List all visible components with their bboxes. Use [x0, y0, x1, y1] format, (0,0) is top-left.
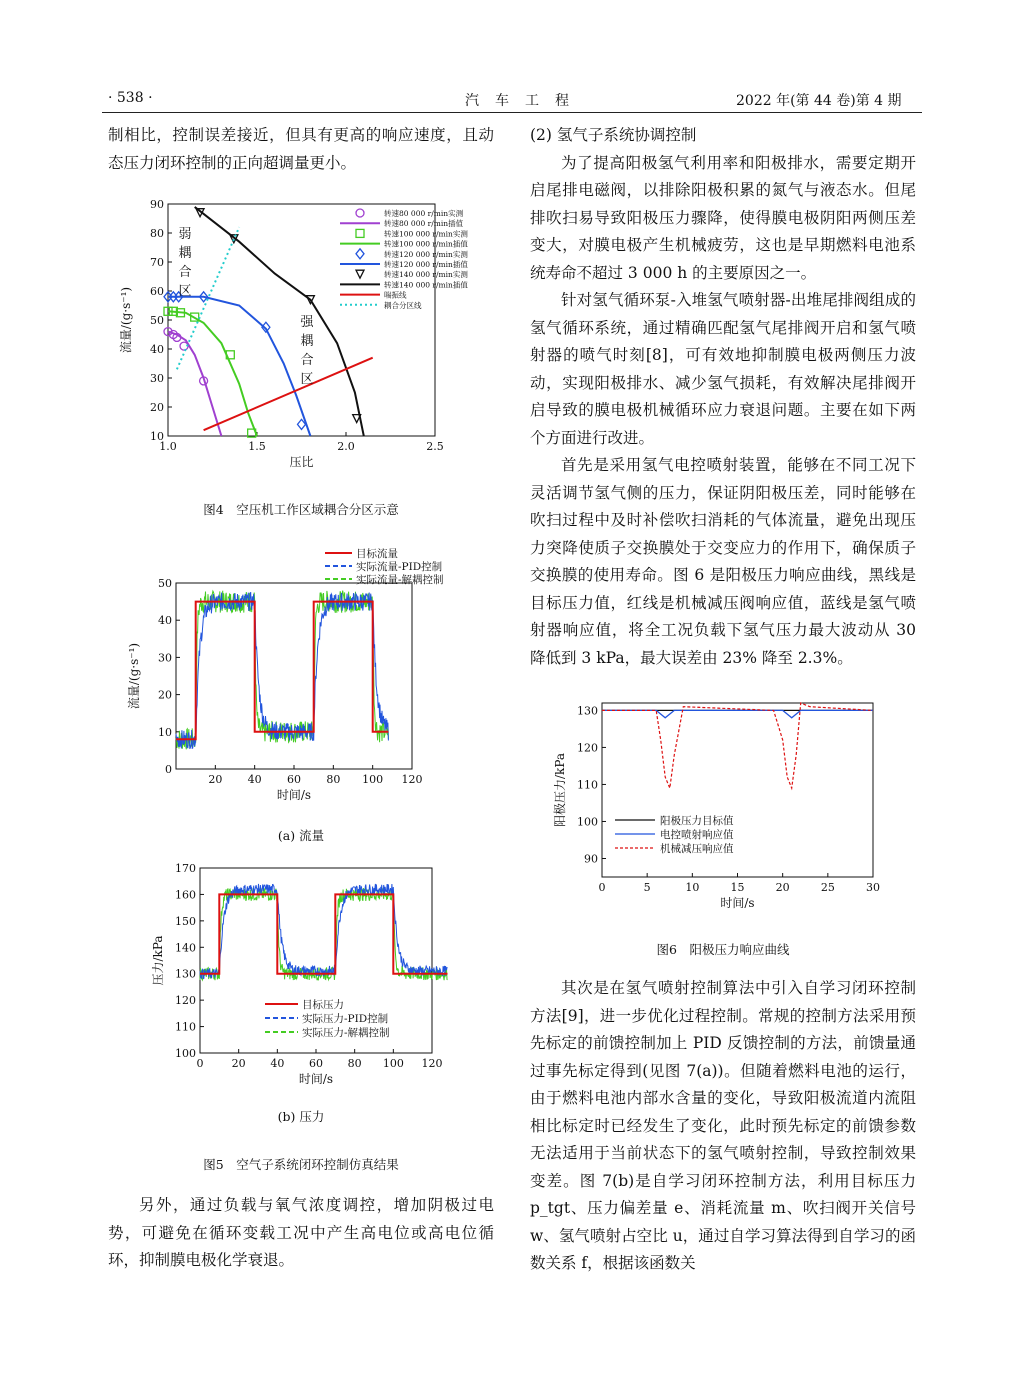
- y-tick-label: 90: [150, 198, 164, 211]
- x-tick-label: 5: [643, 881, 651, 894]
- region-label-weak: 弱: [178, 227, 192, 242]
- fig4-chart: [100, 190, 500, 480]
- y-tick-label: 50: [158, 577, 172, 590]
- y-tick-label: 120: [577, 741, 598, 755]
- y-tick-label: 60: [150, 285, 164, 298]
- paragraph: 针对氢气循环泵-入堆氢气喷射器-出堆尾排阀组成的氢气循环系统，通过精确匹配氢气尾排阀开启和氢气喷射器的喷气时刻[8]，可有效地抑制膜电极两侧压力波动，实现阳极排水、减少氢气损耗，有效解决尾排阀开启导致的膜电极机械循环应力衰退问题。主要在如下两个方面进行改进。: [530, 291, 916, 447]
- fig6-caption: 图6 阳极压力响应曲线: [656, 942, 790, 957]
- data-point: [356, 209, 364, 217]
- data-point: [356, 270, 364, 278]
- series-line: [168, 332, 221, 436]
- y-tick-label: 140: [175, 941, 196, 955]
- legend-label: 转速120 000 r/min实测: [384, 249, 468, 259]
- region-label-strong: 耦: [300, 334, 314, 349]
- y-tick-label: 110: [175, 1020, 196, 1034]
- region-label-strong: 合: [300, 353, 314, 368]
- y-tick-label: 130: [577, 704, 598, 718]
- series-line: [204, 358, 373, 431]
- x-tick-label: 15: [730, 881, 745, 894]
- fig5b-chart: [120, 858, 500, 1096]
- x-tick-label: 100: [362, 773, 384, 786]
- x-tick-label: 25: [820, 881, 835, 894]
- x-axis-label: 压比: [289, 455, 314, 469]
- legend-label: 转速80 000 r/min插值: [384, 219, 464, 229]
- legend-label: 电控喷射响应值: [660, 829, 734, 841]
- header-rule: [102, 112, 922, 113]
- y-tick-label: 90: [584, 852, 598, 866]
- left-top-paragraph: [108, 122, 494, 177]
- series-line: [200, 894, 448, 973]
- x-tick-label: 80: [347, 1057, 362, 1070]
- page-number: · 538 ·: [108, 90, 153, 106]
- x-tick-label: 20: [208, 773, 223, 786]
- x-tick-label: 40: [270, 1057, 285, 1070]
- right-lower-text: [530, 975, 916, 1278]
- x-tick-label: 80: [326, 773, 341, 786]
- fig5a-chart: [120, 543, 500, 815]
- legend-label: 实际压力-解耦控制: [302, 1027, 390, 1039]
- legend-label: 实际流量-解耦控制: [356, 574, 444, 586]
- x-axis-label: 时间/s: [298, 1072, 334, 1086]
- region-label-weak: 耦: [178, 246, 192, 261]
- right-upper-text: [530, 122, 916, 672]
- series-line: [168, 311, 257, 436]
- fig5a-subcaption: (a) 流量: [277, 828, 325, 843]
- paragraph: 为了提高阳极氢气利用率和阳极排水，需要定期开启尾排电磁阀，以排除阳极积累的氮气与液态水。但尾排吹扫易导致阳极压力骤降，使得膜电极阴阳两侧压差变大，对膜电极产生机械疲劳，这也是早期燃料电池系统寿命不超过 3 000 h 的主要原因之一。: [530, 153, 916, 282]
- y-tick-label: 0: [165, 763, 172, 776]
- legend-label: 转速140 000 r/min插值: [384, 280, 468, 290]
- y-tick-label: 110: [577, 778, 598, 792]
- fig6-chart: [555, 697, 895, 915]
- y-axis-label: 阳极压力/kPa: [553, 752, 567, 828]
- paragraph: 其次是在氢气喷射控制算法中引入自学习闭环控制方法[9]，进一步优化过程控制。常规的控制方法采用预先标定的前馈控制加上 PID 反馈控制的方法，前馈量通过事先标定得到(见图 7(a))。但随着燃料电池的运行，由于燃料电池内部水含量的变化，导致阳极流道内流阻相比标定时已经发生了变化，此时预先标定的前馈参数无法适用于当前状态下的氢气喷射控制，导致控制效果变差。图 7(b)是自学习闭环控制方法，利用目标压力 p_tgt、压力偏差量 e、消耗流量 m、吹扫阀开关信号 w、氢气喷射占空比 u，通过自学习算法得到自学习的函数关系 f，根据该函数关: [530, 979, 916, 1272]
- y-tick-label: 20: [158, 688, 172, 702]
- legend-label: 转速120 000 r/min插值: [384, 260, 468, 269]
- series-line: [602, 703, 873, 788]
- fig4-caption: 图4 空压机工作区域耦合分区示意: [203, 502, 399, 517]
- series-line: [176, 591, 388, 750]
- legend-label: 目标压力: [302, 999, 344, 1011]
- y-tick-label: 160: [175, 888, 196, 902]
- legend-label: 转速100 000 r/min实测: [384, 229, 468, 239]
- x-tick-label: 120: [401, 773, 423, 786]
- x-tick-label: 100: [382, 1057, 404, 1070]
- x-tick-label: 1.5: [248, 440, 266, 453]
- y-tick-label: 120: [175, 994, 196, 1008]
- y-tick-label: 150: [175, 914, 196, 928]
- legend-label: 机械减压响应值: [660, 843, 734, 855]
- legend-label: 阳极压力目标值: [660, 815, 734, 827]
- x-tick-label: 1.0: [159, 440, 177, 453]
- y-tick-label: 170: [175, 862, 196, 875]
- region-label-weak: 合: [178, 265, 192, 280]
- series-line: [200, 884, 448, 979]
- legend-label: 实际压力-PID控制: [302, 1013, 389, 1025]
- series-line: [195, 207, 364, 436]
- x-tick-label: 2.0: [337, 440, 355, 453]
- region-label-strong: 区: [300, 372, 314, 387]
- paragraph: 另外，通过负载与氧气浓度调控，增加阴极过电势，可避免在循环变载工况中产生高电位或高电位循环，抑制膜电极化学衰退。: [108, 1196, 494, 1269]
- y-tick-label: 20: [150, 401, 164, 414]
- legend-label: 转速80 000 r/min实测: [384, 209, 464, 218]
- y-tick-label: 100: [175, 1047, 196, 1060]
- series-line: [602, 710, 873, 717]
- y-tick-label: 30: [158, 651, 172, 665]
- paragraph: 首先是采用氢气电控喷射装置，能够在不同工况下灵活调节氢气侧的压力，保证阴阳极压差，同时能够在吹扫过程中及时补偿吹扫消耗的气体流量，避免出现压力突降使质子交换膜处于交变应力的作用下，确保质子交换膜的使用寿命。图 6 是阳极压力响应曲线，黑线是目标压力值，红线是机械减压阀响应值，蓝线是氢气喷射器响应值，将全工况负载下氢气压力最大波动从 30 降低到 3 kPa，最大误差由 23% 降至 2.3%。: [530, 456, 916, 667]
- x-tick-label: 20: [231, 1057, 246, 1070]
- data-point: [356, 249, 364, 259]
- fig5b-subcaption: (b) 压力: [277, 1109, 325, 1124]
- region-label-weak: 区: [178, 284, 192, 299]
- y-axis-label: 流量/(g·s⁻¹): [119, 286, 133, 354]
- y-tick-label: 80: [150, 227, 164, 240]
- x-tick-label: 30: [866, 881, 880, 894]
- y-tick-label: 10: [158, 725, 172, 739]
- x-tick-label: 10: [685, 881, 700, 894]
- x-tick-label: 0: [598, 881, 606, 894]
- section-heading: (2) 氢气子系统协调控制: [530, 126, 697, 144]
- legend-label: 实际流量-PID控制: [356, 561, 443, 573]
- y-tick-label: 130: [175, 967, 196, 981]
- x-tick-label: 60: [287, 773, 301, 786]
- legend-label: 喘振线: [384, 290, 407, 300]
- fig6-frame: [602, 703, 873, 877]
- fig5-caption: 图5 空气子系统闭环控制仿真结果: [203, 1157, 399, 1172]
- legend-label: 目标流量: [356, 548, 398, 560]
- journal-title: 汽 车 工 程: [465, 93, 570, 109]
- x-axis-label: 时间/s: [720, 896, 755, 910]
- x-tick-label: 60: [309, 1057, 323, 1070]
- y-tick-label: 40: [150, 343, 164, 356]
- data-point: [356, 229, 364, 237]
- issue-info: 2022 年(第 44 卷)第 4 期: [736, 93, 902, 109]
- y-tick-label: 70: [150, 256, 164, 269]
- series-line: [176, 602, 388, 740]
- y-tick-label: 10: [150, 430, 164, 443]
- x-axis-label: 时间/s: [276, 788, 312, 802]
- paragraph: 制相比，控制误差接近，但具有更高的响应速度，且动态压力闭环控制的正向超调量更小。: [108, 126, 494, 172]
- region-label-strong: 强: [300, 315, 314, 330]
- legend-label: 耦合分区线: [384, 300, 422, 310]
- x-tick-label: 0: [196, 1057, 204, 1070]
- y-tick-label: 50: [150, 314, 164, 327]
- x-tick-label: 40: [247, 773, 262, 786]
- legend-label: 转速100 000 r/min插值: [384, 239, 468, 249]
- x-tick-label: 20: [775, 881, 790, 894]
- x-tick-label: 120: [421, 1057, 443, 1070]
- y-tick-label: 30: [150, 372, 164, 385]
- left-bottom-paragraph: [108, 1192, 494, 1275]
- y-tick-label: 40: [158, 614, 172, 628]
- series-line: [200, 888, 448, 980]
- y-axis-label: 压力/kPa: [151, 935, 165, 986]
- y-axis-label: 流量/(g·s⁻¹): [127, 642, 141, 710]
- y-tick-label: 100: [577, 815, 598, 829]
- legend-label: 转速140 000 r/min实测: [384, 270, 468, 280]
- x-tick-label: 2.5: [426, 440, 444, 453]
